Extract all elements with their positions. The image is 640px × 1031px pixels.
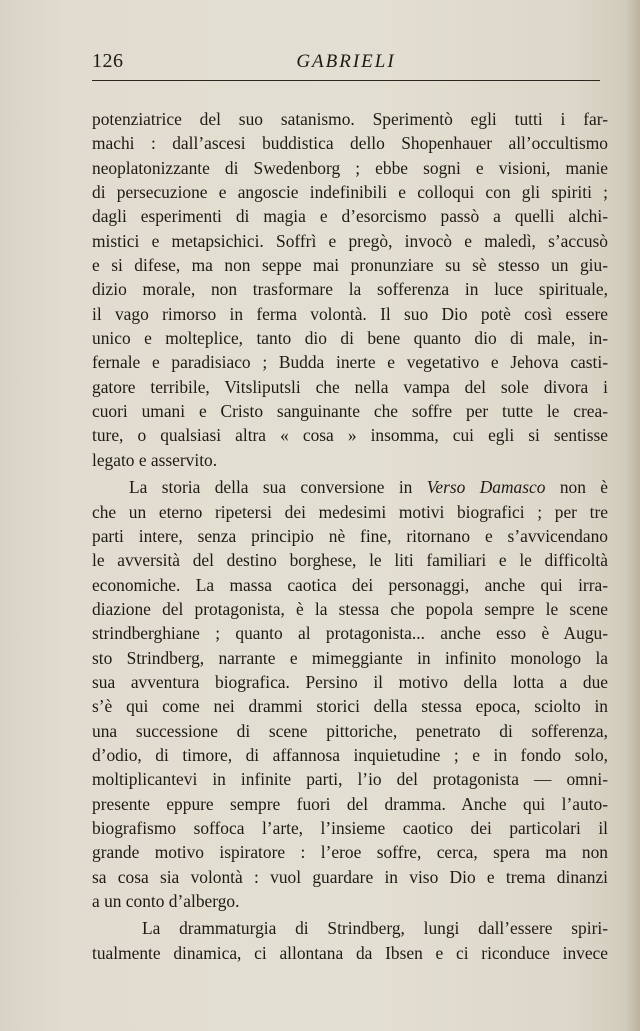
text-line: tualmente dinamica, ci allontana da Ibsen e ci riconduce invece (92, 942, 608, 963)
text-line: presente eppure sempre fuori del dramma. Anche qui l’auto- (92, 793, 608, 814)
text-line: e si difese, ma non seppe mai pronunziare su sè stesso un giu- (92, 255, 608, 276)
text-line: fernale e paradisiaco ; Budda inerte e vegetativo e Jehova casti- (92, 352, 608, 373)
text-fragment: La storia della sua conversione in (129, 477, 413, 498)
paragraph-first-line (92, 475, 608, 499)
text-line: cuori umani e Cristo sanguinante che soffre per tutte le crea- (92, 401, 608, 422)
text-line: grande motivo ispiratore : l’eroe soffre, cerca, spera ma non (92, 842, 608, 863)
text-line: machi : dall’ascesi buddistica dello Shopenhauer all’occultismo (92, 133, 608, 154)
paragraph-first-line: La drammaturgia di Strindberg, lungi dall’essere spiri- (142, 918, 608, 939)
text-line: sua avventura biografica. Persino il motivo della lotta a due (92, 671, 608, 692)
text-line: d’odio, di timore, di affannosa inquietudine ; e in fondo solo, (92, 744, 608, 765)
text-line: economiche. La massa caotica dei personaggi, anche qui irra- (92, 574, 608, 595)
text-line: legato e asservito. (92, 449, 218, 470)
text-line: diazione del protagonista, è la stessa che popola sempre le scene (92, 598, 608, 619)
text-line: neoplatonizzante di Swedenborg ; ebbe sogni e visioni, manie (92, 157, 608, 178)
text-line: una successione di scene pittoriche, penetrato di sofferenza, (92, 720, 608, 741)
text-line: sa cosa sia volontà : vuol guardare in viso Dio e trema dinanzi (92, 866, 608, 887)
text-line: gatore terribile, Vitsliputsli che nella vampa del sole divora i (92, 376, 608, 397)
text-line: che un eterno ripetersi dei medesimi motivi biografici ; per tre (92, 501, 608, 522)
text-line: dizio morale, non trasformare la sofferenza in luce spirituale, (92, 279, 608, 300)
text-line: mistici e metapsichici. Soffrì e pregò, invocò e maledì, s’accusò (92, 230, 608, 251)
text-line: strindberghiane ; quanto al protagonista... anche esso è Augu- (92, 623, 608, 644)
text-line: unico e molteplice, tanto dio di bene quanto dio di male, in- (92, 328, 608, 349)
text-fragment: non è (559, 477, 608, 498)
body-text (92, 107, 608, 965)
text-line: le avversità del destino borghese, le liti familiari e le difficoltà (92, 550, 608, 571)
work-title: Verso Damasco (426, 477, 546, 498)
text-line: potenziatrice del suo satanismo. Sperimentò egli tutti i far- (92, 109, 608, 129)
text-line: moltiplicantevi in infinite parti, l’io del protagonista — omni- (92, 769, 608, 790)
text-line: sto Strindberg, narrante e mimeggiante in infinito monologo la (92, 647, 608, 668)
text-line: s’è qui come nei drammi storici della stessa epoca, sciolto in (92, 696, 608, 717)
text-line: ture, o qualsiasi altra « cosa » insomma, cui egli si sentisse (92, 425, 608, 446)
text-line: a un conto d’albergo. (92, 891, 240, 911)
text-line: dagli esperimenti di magia e d’esorcismo passò a quelli alchi- (92, 206, 608, 227)
text-line: di persecuzione e angoscie indefinibili e colloqui con gli spiriti ; (92, 182, 608, 203)
header-rule (92, 80, 600, 81)
page-header (92, 50, 600, 80)
running-head: GABRIELI (296, 51, 396, 72)
page-number: 126 (92, 50, 124, 72)
text-line: il vago rimorso in ferma volontà. Il suo Dio potè così essere (92, 303, 608, 324)
text-line: biografismo soffoca l’arte, l’insieme caotico dei particolari il (92, 817, 608, 838)
text-line: parti intere, senza principio nè fine, ritornano e s’avvicendano (92, 525, 608, 546)
